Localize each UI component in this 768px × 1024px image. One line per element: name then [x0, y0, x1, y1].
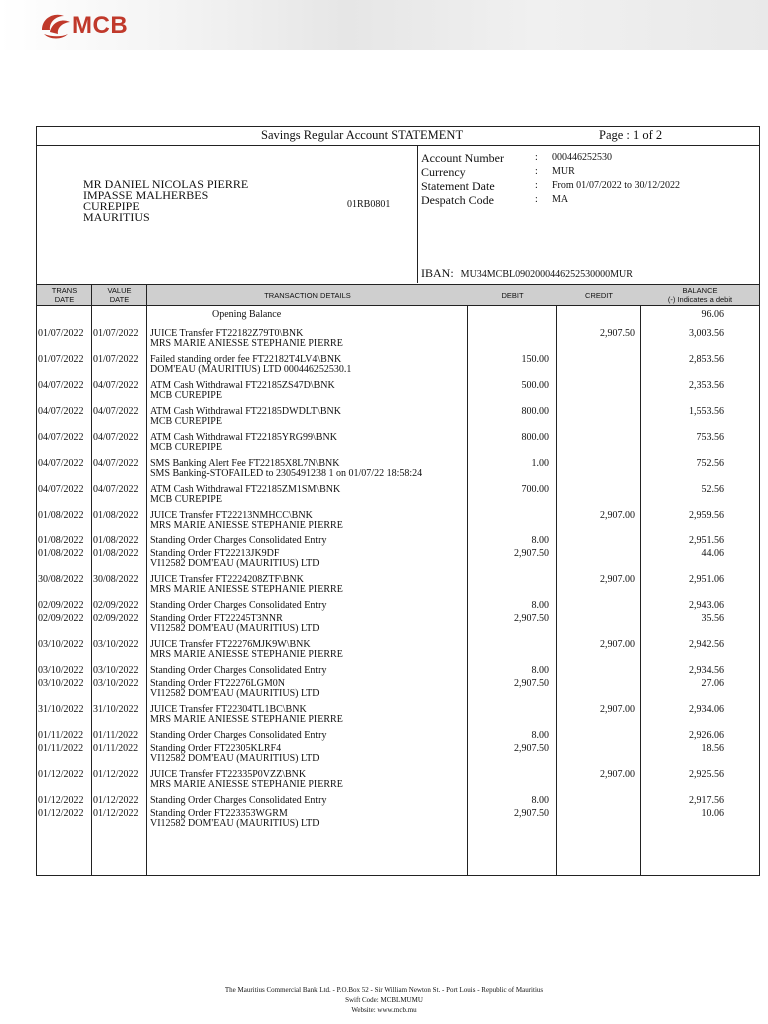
details-line-1: Standing Order Charges Consolidated Entry: [150, 665, 327, 676]
balance-amount: 752.56: [696, 458, 724, 469]
footer: [0, 985, 768, 1015]
value-date: 01/08/2022: [93, 548, 139, 559]
trans-date: 01/12/2022: [38, 808, 84, 819]
debit-amount: 8.00: [531, 795, 549, 806]
address-line: IMPASSE MALHERBES: [83, 188, 209, 202]
trans-date: 01/11/2022: [38, 730, 84, 741]
details-line-2: VI12582 DOM'EAU (MAURITIUS) LTD: [150, 688, 320, 699]
col-label: VALUE DATE: [107, 286, 132, 304]
page-number: Page : 1 of 2: [599, 128, 663, 142]
info-label: Currency: [421, 165, 466, 179]
details-line-1: JUICE Transfer FT2224208ZTF\BNK: [150, 574, 304, 585]
column-divider: [467, 306, 468, 876]
debit-amount: 2,907.50: [514, 613, 549, 624]
value-date: 01/12/2022: [93, 795, 139, 806]
trans-date: 01/11/2022: [38, 743, 84, 754]
details-line-1: Standing Order FT22305KLRF4: [150, 743, 282, 754]
debit-amount: 8.00: [531, 600, 549, 611]
value-date: 30/08/2022: [93, 574, 139, 585]
balance-amount: 753.56: [696, 432, 724, 443]
balance-amount: 2,853.56: [689, 354, 724, 365]
account-number: 000446252530: [552, 152, 612, 163]
iban-label: IBAN:: [421, 266, 454, 280]
value-date: 02/09/2022: [93, 600, 139, 611]
details-line-2: MRS MARIE ANIESSE STEPHANIE PIERRE: [150, 520, 343, 531]
statement-date: From 01/07/2022 to 30/12/2022: [552, 180, 681, 191]
currency: MUR: [552, 166, 575, 177]
debit-amount: 800.00: [521, 432, 549, 443]
details-line-1: Standing Order Charges Consolidated Entry: [150, 535, 327, 546]
info-colon: :: [535, 152, 538, 163]
balance-amount: 2,934.56: [689, 665, 724, 676]
trans-date: 03/10/2022: [38, 678, 84, 689]
info-colon: :: [535, 166, 538, 177]
details-line-2: VI12582 DOM'EAU (MAURITIUS) LTD: [150, 558, 320, 569]
details-line-2: MRS MARIE ANIESSE STEPHANIE PIERRE: [150, 338, 343, 349]
trans-date: 02/09/2022: [38, 600, 84, 611]
balance-amount: 2,951.56: [689, 535, 724, 546]
info-colon: :: [535, 194, 538, 205]
trans-date: 01/08/2022: [38, 548, 84, 559]
address-line: CUREPIPE: [83, 199, 140, 213]
details-line-2: MCB CUREPIPE: [150, 416, 222, 427]
balance-amount: 2,943.06: [689, 600, 724, 611]
value-date: 01/11/2022: [93, 743, 139, 754]
value-date: 01/12/2022: [93, 808, 139, 819]
details-line-2: VI12582 DOM'EAU (MAURITIUS) LTD: [150, 623, 320, 634]
col-trans-date: [37, 285, 92, 305]
account-info: [417, 145, 760, 283]
balance-amount: 52.56: [701, 484, 724, 495]
value-date: 03/10/2022: [93, 678, 139, 689]
col-label: TRANS DATE: [51, 286, 78, 304]
trans-date: 01/08/2022: [38, 535, 84, 546]
balance-amount: 44.06: [701, 548, 724, 559]
trans-date: 01/07/2022: [38, 328, 84, 339]
credit-amount: 2,907.00: [600, 704, 635, 715]
details-line-1: JUICE Transfer FT22182Z79T0\BNK: [150, 328, 304, 339]
details-line-2: VI12582 DOM'EAU (MAURITIUS) LTD: [150, 818, 320, 829]
trans-date: 03/10/2022: [38, 639, 84, 650]
bank-logo: [36, 8, 128, 44]
footer-swift: Swift Code: MCBLMUMU: [345, 996, 423, 1004]
details-line-1: SMS Banking Alert Fee FT22185X8L7N\BNK: [150, 458, 340, 469]
value-date: 03/10/2022: [93, 665, 139, 676]
details-line-1: Standing Order FT22276LGM0N: [150, 678, 285, 689]
trans-date: 01/12/2022: [38, 795, 84, 806]
debit-amount: 150.00: [521, 354, 549, 365]
trans-date: 04/07/2022: [38, 406, 84, 417]
balance-amount: 2,925.56: [689, 769, 724, 780]
value-date: 01/07/2022: [93, 354, 139, 365]
balance-amount: 2,353.56: [689, 380, 724, 391]
customer-address: [83, 179, 248, 223]
debit-amount: 700.00: [521, 484, 549, 495]
col-credit: [557, 285, 641, 305]
opening-label: Opening Balance: [212, 309, 282, 320]
value-date: 01/12/2022: [93, 769, 139, 780]
details-line-1: ATM Cash Withdrawal FT22185ZS47D\BNK: [150, 380, 335, 391]
col-label: CREDIT: [585, 290, 613, 300]
credit-amount: 2,907.00: [600, 769, 635, 780]
col-value-date: [92, 285, 147, 305]
details-line-2: MCB CUREPIPE: [150, 442, 222, 453]
balance-amount: 27.06: [701, 678, 724, 689]
details-line-2: MCB CUREPIPE: [150, 494, 222, 505]
footer-website: Website: www.mcb.mu: [351, 1006, 417, 1014]
header-banner: [0, 0, 768, 50]
footer-address: The Mauritius Commercial Bank Ltd. - P.O.Box 52 - Sir William Newton St. - Port Louis - Republic of Mauritius: [224, 986, 544, 994]
value-date: 04/07/2022: [93, 406, 139, 417]
col-label: DEBIT: [501, 290, 524, 300]
debit-amount: 2,907.50: [514, 808, 549, 819]
details-line-2: VI12582 DOM'EAU (MAURITIUS) LTD: [150, 753, 320, 764]
col-note: (-) Indicates a debit: [667, 295, 733, 304]
details-line-1: ATM Cash Withdrawal FT22185YRG99\BNK: [150, 432, 337, 443]
trans-date: 01/12/2022: [38, 769, 84, 780]
credit-amount: 2,907.00: [600, 510, 635, 521]
details-line-2: MCB CUREPIPE: [150, 390, 222, 401]
credit-amount: 2,907.00: [600, 639, 635, 650]
details-line-2: MRS MARIE ANIESSE STEPHANIE PIERRE: [150, 584, 343, 595]
debit-amount: 8.00: [531, 665, 549, 676]
customer-ref: 01RB0801: [347, 199, 391, 210]
balance-amount: 10.06: [701, 808, 724, 819]
details-line-1: Standing Order FT22213JK9DF: [150, 548, 280, 559]
value-date: 31/10/2022: [93, 704, 139, 715]
statement-title: Savings Regular Account STATEMENT: [261, 128, 464, 142]
trans-date: 30/08/2022: [38, 574, 84, 585]
details-line-1: Standing Order Charges Consolidated Entry: [150, 600, 327, 611]
details-line-1: Standing Order Charges Consolidated Entry: [150, 730, 327, 741]
details-line-2: MRS MARIE ANIESSE STEPHANIE PIERRE: [150, 779, 343, 790]
iban-row: [421, 266, 633, 281]
balance-amount: 2,951.06: [689, 574, 724, 585]
info-colon: :: [535, 180, 538, 191]
balance-amount: 35.56: [701, 613, 724, 624]
trans-date: 01/08/2022: [38, 510, 84, 521]
debit-amount: 2,907.50: [514, 678, 549, 689]
column-divider: [91, 284, 92, 876]
debit-amount: 2,907.50: [514, 548, 549, 559]
debit-amount: 800.00: [521, 406, 549, 417]
details-line-1: Standing Order FT223353WGRM: [150, 808, 288, 819]
despatch-code: MA: [552, 194, 569, 205]
value-date: 01/08/2022: [93, 535, 139, 546]
debit-amount: 1.00: [531, 458, 549, 469]
bank-name: MCB: [72, 12, 129, 39]
value-date: 04/07/2022: [93, 380, 139, 391]
debit-amount: 500.00: [521, 380, 549, 391]
value-date: 01/11/2022: [93, 730, 139, 741]
trans-date: 02/09/2022: [38, 613, 84, 624]
col-debit: [468, 285, 557, 305]
details-line-1: ATM Cash Withdrawal FT22185ZM1SM\BNK: [150, 484, 341, 495]
balance-amount: 2,942.56: [689, 639, 724, 650]
opening-balance: 96.06: [701, 309, 724, 320]
column-divider: [556, 306, 557, 876]
value-date: 04/07/2022: [93, 432, 139, 443]
balance-amount: 1,553.56: [689, 406, 724, 417]
col-label: TRANSACTION DETAILS: [264, 290, 351, 300]
col-label: BALANCE: [682, 286, 718, 295]
balance-amount: 2,917.56: [689, 795, 724, 806]
details-line-1: Failed standing order fee FT22182T4LV4\BNK: [150, 354, 342, 365]
balance-amount: 18.56: [701, 743, 724, 754]
details-line-1: ATM Cash Withdrawal FT22185DWDLT\BNK: [150, 406, 341, 417]
value-date: 01/08/2022: [93, 510, 139, 521]
details-line-1: JUICE Transfer FT22335P0VZZ\BNK: [150, 769, 307, 780]
details-line-2: DOM'EAU (MAURITIUS) LTD 000446252530.1: [150, 364, 352, 375]
credit-amount: 2,907.50: [600, 328, 635, 339]
col-balance: [641, 285, 759, 305]
trans-date: 04/07/2022: [38, 484, 84, 495]
trans-date: 31/10/2022: [38, 704, 84, 715]
statement-title-row: [37, 127, 759, 146]
trans-date: 04/07/2022: [38, 432, 84, 443]
details-line-1: JUICE Transfer FT22213NMHCC\BNK: [150, 510, 313, 521]
info-label: Despatch Code: [421, 193, 494, 207]
trans-date: 03/10/2022: [38, 665, 84, 676]
value-date: 01/07/2022: [93, 328, 139, 339]
details-line-2: SMS Banking-STOFAILED to 2305491238 1 on 01/07/22 18:58:24: [150, 468, 423, 479]
col-details: [147, 285, 468, 305]
debit-amount: 8.00: [531, 535, 549, 546]
debit-amount: 8.00: [531, 730, 549, 741]
debit-amount: 2,907.50: [514, 743, 549, 754]
iban-value: MU34MCBL0902000446252530000MUR: [460, 269, 633, 280]
credit-amount: 2,907.00: [600, 574, 635, 585]
details-line-2: MRS MARIE ANIESSE STEPHANIE PIERRE: [150, 649, 343, 660]
address-line: MAURITIUS: [83, 210, 150, 224]
value-date: 04/07/2022: [93, 484, 139, 495]
value-date: 02/09/2022: [93, 613, 139, 624]
address-line: MR DANIEL NICOLAS PIERRE: [83, 177, 249, 191]
statement-frame: [36, 126, 760, 876]
trans-date: 01/07/2022: [38, 354, 84, 365]
details-line-1: JUICE Transfer FT22276MJK9W\BNK: [150, 639, 311, 650]
details-line-1: Standing Order Charges Consolidated Entry: [150, 795, 327, 806]
trans-date: 04/07/2022: [38, 380, 84, 391]
balance-amount: 2,926.06: [689, 730, 724, 741]
details-line-1: JUICE Transfer FT22304TL1BC\BNK: [150, 704, 307, 715]
balance-amount: 2,959.56: [689, 510, 724, 521]
balance-amount: 2,934.06: [689, 704, 724, 715]
column-divider: [640, 306, 641, 876]
balance-amount: 3,003.56: [689, 328, 724, 339]
info-label: Statement Date: [421, 179, 495, 193]
details-line-2: MRS MARIE ANIESSE STEPHANIE PIERRE: [150, 714, 343, 725]
value-date: 04/07/2022: [93, 458, 139, 469]
trans-date: 04/07/2022: [38, 458, 84, 469]
info-label: Account Number: [421, 151, 504, 165]
column-divider: [146, 284, 147, 876]
details-line-1: Standing Order FT22245T3NNR: [150, 613, 283, 624]
value-date: 03/10/2022: [93, 639, 139, 650]
